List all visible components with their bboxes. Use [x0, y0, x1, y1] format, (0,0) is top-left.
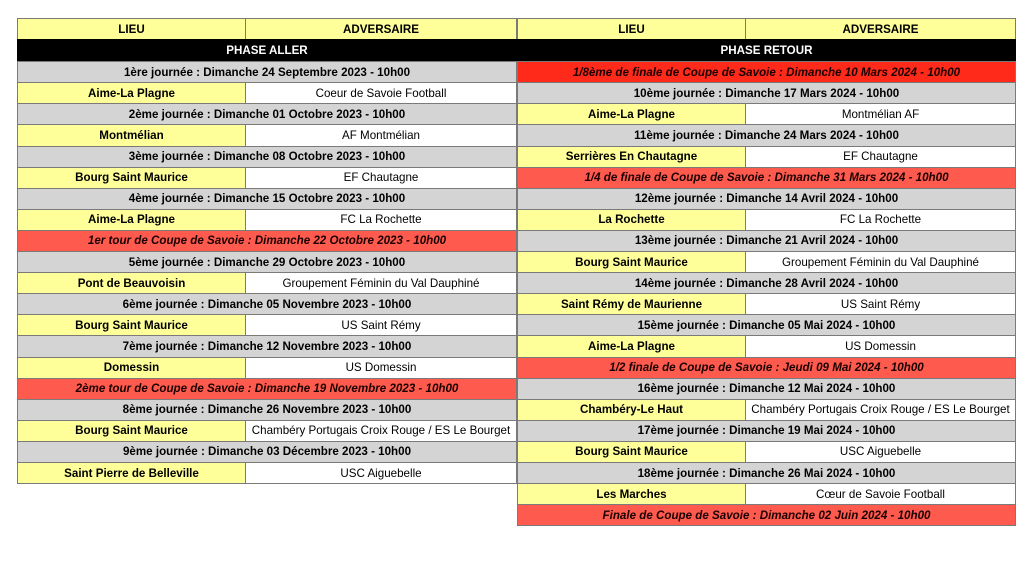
match-lieu: Montmélian	[18, 125, 246, 145]
journee-row-text: 10ème journée : Dimanche 17 Mars 2024 - 10h00	[633, 86, 900, 100]
match-adversaire: Coeur de Savoie Football	[246, 83, 516, 103]
match-row	[17, 209, 517, 231]
journee-row	[17, 61, 517, 83]
match-adversaire: US Domessin	[246, 358, 516, 378]
journee-row	[17, 335, 517, 357]
match-adversaire: USC Aiguebelle	[246, 463, 516, 483]
match-row	[17, 272, 517, 294]
match-row	[517, 335, 1016, 357]
coupe-de-savoie-row-text: 1/4 de finale de Coupe de Savoie : Dimanche 31 Mars 2024 - 10h00	[584, 171, 949, 185]
match-adversaire: Montmélian AF	[746, 104, 1015, 124]
coupe-de-savoie-row-text: 1/2 finale de Coupe de Savoie : Jeudi 09 Mai 2024 - 10h00	[609, 361, 924, 375]
journee-row	[517, 272, 1016, 294]
match-adversaire: FC La Rochette	[746, 210, 1015, 230]
match-row	[17, 420, 517, 442]
coupe-de-savoie-row	[517, 357, 1016, 379]
match-adversaire: US Saint Rémy	[746, 294, 1015, 314]
match-lieu: Saint Pierre de Belleville	[18, 463, 246, 483]
match-row	[17, 167, 517, 189]
journee-row	[17, 188, 517, 210]
adversaire-column-header: ADVERSAIRE	[342, 22, 420, 36]
match-row	[17, 124, 517, 146]
match-lieu: Bourg Saint Maurice	[18, 168, 246, 188]
match-adversaire: FC La Rochette	[246, 210, 516, 230]
journee-row-text: 7ème journée : Dimanche 12 Novembre 2023 - 10h00	[122, 339, 412, 353]
journee-row	[517, 82, 1016, 104]
lieu-column-header: LIEU	[18, 19, 246, 39]
journee-row	[17, 441, 517, 463]
coupe-de-savoie-row	[517, 167, 1016, 189]
phase-retour-rows	[517, 61, 1016, 526]
journee-row-text: 9ème journée : Dimanche 03 Décembre 2023 - 10h00	[122, 445, 412, 459]
match-row	[17, 314, 517, 336]
coupe-de-savoie-row-text: Finale de Coupe de Savoie : Dimanche 02 Juin 2024 - 10h00	[602, 508, 931, 522]
coupe-de-savoie-row	[517, 504, 1016, 526]
journee-row	[517, 462, 1016, 484]
match-adversaire: Groupement Féminin du Val Dauphiné	[746, 252, 1015, 272]
match-lieu: Saint Rémy de Maurienne	[518, 294, 746, 314]
match-row	[17, 462, 517, 484]
journee-row	[17, 293, 517, 315]
match-lieu: Aime-La Plagne	[518, 336, 746, 356]
journee-row-text: 14ème journée : Dimanche 28 Avril 2024 - 10h00	[634, 276, 899, 290]
journee-row	[517, 230, 1016, 252]
match-lieu: Serrières En Chautagne	[518, 147, 746, 167]
match-row	[517, 441, 1016, 463]
match-row	[517, 209, 1016, 231]
journee-row	[517, 420, 1016, 442]
match-row	[517, 483, 1016, 505]
journee-row-text: 18ème journée : Dimanche 26 Mai 2024 - 10h00	[637, 466, 896, 480]
journee-row-text: 3ème journée : Dimanche 08 Octobre 2023 - 10h00	[128, 150, 406, 164]
match-adversaire: AF Montmélian	[246, 125, 516, 145]
match-row	[17, 82, 517, 104]
adversaire-column-header: ADVERSAIRE	[842, 22, 919, 36]
phase-title: PHASE RETOUR	[720, 43, 813, 57]
coupe-de-savoie-row-text: 1er tour de Coupe de Savoie : Dimanche 22 Octobre 2023 - 10h00	[87, 234, 447, 248]
match-adversaire: EF Chautagne	[746, 147, 1015, 167]
phase-aller-rows	[17, 61, 517, 484]
coupe-de-savoie-row	[17, 230, 517, 252]
journee-row	[17, 146, 517, 168]
journee-row-text: 8ème journée : Dimanche 26 Novembre 2023 - 10h00	[122, 403, 412, 417]
match-lieu: Chambéry-Le Haut	[518, 400, 746, 420]
journee-row-text: 5ème journée : Dimanche 29 Octobre 2023 - 10h00	[128, 255, 406, 269]
match-row	[517, 399, 1016, 421]
match-row	[17, 357, 517, 379]
match-lieu: Aime-La Plagne	[518, 104, 746, 124]
journee-row	[517, 378, 1016, 400]
journee-row-text: 4ème journée : Dimanche 15 Octobre 2023 - 10h00	[128, 192, 406, 206]
match-row	[517, 103, 1016, 125]
journee-row-text: 16ème journée : Dimanche 12 Mai 2024 - 10h00	[637, 382, 896, 396]
phase-retour-table	[517, 18, 1016, 526]
table-header	[517, 18, 1016, 40]
journee-row	[17, 399, 517, 421]
match-lieu: Les Marches	[518, 484, 746, 504]
match-adversaire: Chambéry Portugais Croix Rouge / ES Le Bourget	[746, 400, 1015, 420]
journee-row	[17, 251, 517, 273]
match-row	[517, 251, 1016, 273]
match-adversaire: Cœur de Savoie Football	[746, 484, 1015, 504]
match-adversaire: USC Aiguebelle	[746, 442, 1015, 462]
journee-row-text: 2ème journée : Dimanche 01 Octobre 2023 - 10h00	[128, 107, 406, 121]
match-adversaire: US Domessin	[746, 336, 1015, 356]
journee-row-text: 15ème journée : Dimanche 05 Mai 2024 - 10h00	[637, 318, 896, 332]
journee-row	[517, 124, 1016, 146]
match-lieu: Bourg Saint Maurice	[18, 421, 246, 441]
match-lieu: Bourg Saint Maurice	[18, 315, 246, 335]
coupe-de-savoie-row-text: 1/8ème de finale de Coupe de Savoie : Dimanche 10 Mars 2024 - 10h00	[572, 65, 961, 79]
phase-retour-banner	[517, 39, 1016, 61]
match-lieu: Domessin	[18, 358, 246, 378]
journee-row-text: 17ème journée : Dimanche 19 Mai 2024 - 10h00	[637, 424, 896, 438]
match-lieu: Bourg Saint Maurice	[518, 442, 746, 462]
phase-title: PHASE ALLER	[226, 43, 308, 57]
journee-row-text: 11ème journée : Dimanche 24 Mars 2024 - 10h00	[634, 129, 899, 143]
journee-row	[517, 314, 1016, 336]
match-adversaire: Chambéry Portugais Croix Rouge / ES Le Bourget	[246, 421, 516, 441]
lieu-column-header: LIEU	[518, 19, 746, 39]
coupe-de-savoie-row	[17, 378, 517, 400]
journee-row	[17, 103, 517, 125]
journee-row-text: 12ème journée : Dimanche 14 Avril 2024 - 10h00	[634, 192, 899, 206]
match-adversaire: Groupement Féminin du Val Dauphiné	[246, 273, 516, 293]
match-row	[517, 146, 1016, 168]
match-adversaire: EF Chautagne	[246, 168, 516, 188]
journee-row-text: 13ème journée : Dimanche 21 Avril 2024 - 10h00	[634, 234, 899, 248]
match-lieu: Bourg Saint Maurice	[518, 252, 746, 272]
journee-row-text: 6ème journée : Dimanche 05 Novembre 2023 - 10h00	[122, 297, 412, 311]
match-row	[517, 293, 1016, 315]
journee-row-text: 1ère journée : Dimanche 24 Septembre 2023 - 10h00	[123, 65, 411, 79]
phase-aller-table	[17, 18, 517, 484]
match-adversaire: US Saint Rémy	[246, 315, 516, 335]
match-lieu: Aime-La Plagne	[18, 83, 246, 103]
table-header	[17, 18, 517, 40]
coupe-de-savoie-row	[517, 61, 1016, 83]
match-lieu: Aime-La Plagne	[18, 210, 246, 230]
match-lieu: La Rochette	[518, 210, 746, 230]
match-lieu: Pont de Beauvoisin	[18, 273, 246, 293]
journee-row	[517, 188, 1016, 210]
phase-aller-banner	[17, 39, 517, 61]
coupe-de-savoie-row-text: 2ème tour de Coupe de Savoie : Dimanche 19 Novembre 2023 - 10h00	[75, 382, 459, 396]
